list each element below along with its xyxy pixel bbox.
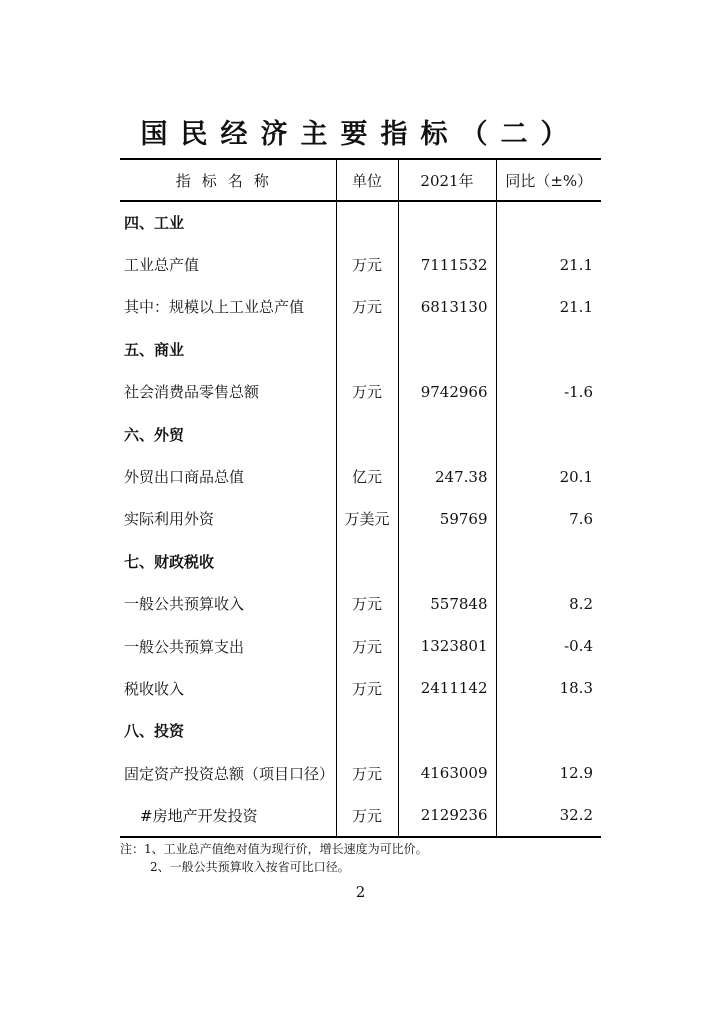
section-row <box>120 540 601 582</box>
cell-unit: 万元 <box>336 625 398 667</box>
page-number: 2 <box>355 883 366 901</box>
cell-value-2021 <box>398 328 496 370</box>
cell-value-2021: 1323801 <box>398 625 496 667</box>
table-row <box>120 583 601 625</box>
cell-yoy-change <box>496 540 601 582</box>
table-row <box>120 286 601 328</box>
cell-value-2021: 4163009 <box>398 752 496 794</box>
cell-yoy-change <box>496 328 601 370</box>
table-row <box>120 243 601 285</box>
cell-yoy-change: 7.6 <box>569 509 593 528</box>
cell-indicator-name: 一般公共预算收入 <box>120 583 336 625</box>
cell-value-2021: 9742966 <box>398 371 496 413</box>
cell-yoy-change: 18.3 <box>559 679 593 698</box>
table-row <box>120 667 601 709</box>
cell-value-2021 <box>398 201 496 243</box>
table-row <box>120 498 601 540</box>
section-row <box>120 328 601 370</box>
footnote-1: 注：1、工业总产值绝对值为现行价，增长速度为可比价。 <box>120 842 428 856</box>
cell-indicator-name: 六、外贸 <box>120 413 336 455</box>
cell-unit: 万元 <box>336 371 398 413</box>
cell-indicator-name: 社会消费品零售总额 <box>120 371 336 413</box>
cell-yoy-change <box>496 413 601 455</box>
cell-unit: 万元 <box>336 286 398 328</box>
cell-value-2021: 2411142 <box>398 667 496 709</box>
cell-yoy-change: 32.2 <box>496 794 601 836</box>
cell-yoy-change: -1.6 <box>564 382 593 401</box>
cell-yoy-change: 20.1 <box>559 467 593 486</box>
cell-yoy-change: 21.1 <box>559 297 593 316</box>
cell-yoy-change: -0.4 <box>564 637 593 656</box>
section-row <box>120 710 601 752</box>
cell-unit: 亿元 <box>336 455 398 497</box>
cell-indicator-name: 实际利用外资 <box>120 498 336 540</box>
cell-value-2021 <box>398 540 496 582</box>
cell-indicator-name: 一般公共预算支出 <box>120 625 336 667</box>
cell-value-2021: 557848 <box>398 583 496 625</box>
cell-yoy-change: 21.1 <box>559 255 593 274</box>
footnotes <box>120 840 428 876</box>
table-header-row <box>120 159 601 201</box>
cell-unit <box>336 328 398 370</box>
cell-unit: 万元 <box>336 794 398 836</box>
cell-indicator-name: 四、工业 <box>120 201 336 243</box>
cell-value-2021: 59769 <box>398 498 496 540</box>
cell-yoy-change <box>496 710 601 752</box>
cell-unit <box>336 413 398 455</box>
cell-value-2021: 7111532 <box>398 243 496 285</box>
cell-unit: 万元 <box>336 667 398 709</box>
cell-yoy-change: 8.2 <box>569 594 593 613</box>
cell-unit: 万元 <box>336 243 398 285</box>
cell-unit <box>336 710 398 752</box>
cell-value-2021 <box>398 710 496 752</box>
cell-indicator-name: 外贸出口商品总值 <box>120 455 336 497</box>
indicators-table <box>120 158 601 838</box>
table-row <box>120 371 601 413</box>
header-indicator-name: 指标名称 <box>120 159 336 201</box>
cell-indicator-name: 税收收入 <box>120 667 336 709</box>
header-yoy-change: 同比（±%） <box>496 159 601 201</box>
table-row <box>120 455 601 497</box>
table-body <box>120 201 601 837</box>
cell-value-2021 <box>398 413 496 455</box>
cell-unit: 万元 <box>336 583 398 625</box>
cell-indicator-name: 其中：规模以上工业总产值 <box>120 286 336 328</box>
section-row <box>120 413 601 455</box>
table-row <box>120 794 601 836</box>
cell-value-2021: 2129236 <box>398 794 496 836</box>
cell-indicator-name: #房地产开发投资 <box>120 794 336 836</box>
cell-unit <box>336 540 398 582</box>
header-year: 2021年 <box>398 159 496 201</box>
cell-indicator-name: 工业总产值 <box>120 243 336 285</box>
cell-unit: 万元 <box>336 752 398 794</box>
cell-unit <box>336 201 398 243</box>
table-row <box>120 752 601 794</box>
cell-indicator-name: 固定资产投资总额（项目口径） <box>120 752 336 794</box>
section-row <box>120 201 601 243</box>
cell-value-2021: 6813130 <box>398 286 496 328</box>
cell-yoy-change <box>496 201 601 243</box>
table-row <box>120 625 601 667</box>
footnote-2: 2、一般公共预算收入按省可比口径。 <box>150 860 350 874</box>
cell-value-2021: 247.38 <box>398 455 496 497</box>
cell-indicator-name: 八、投资 <box>120 710 336 752</box>
page-title: 国民经济主要指标（二） <box>140 119 581 150</box>
cell-yoy-change: 12.9 <box>559 764 593 783</box>
header-unit: 单位 <box>336 159 398 201</box>
cell-indicator-name: 七、财政税收 <box>120 540 336 582</box>
cell-indicator-name: 五、商业 <box>120 328 336 370</box>
cell-unit: 万美元 <box>336 498 398 540</box>
